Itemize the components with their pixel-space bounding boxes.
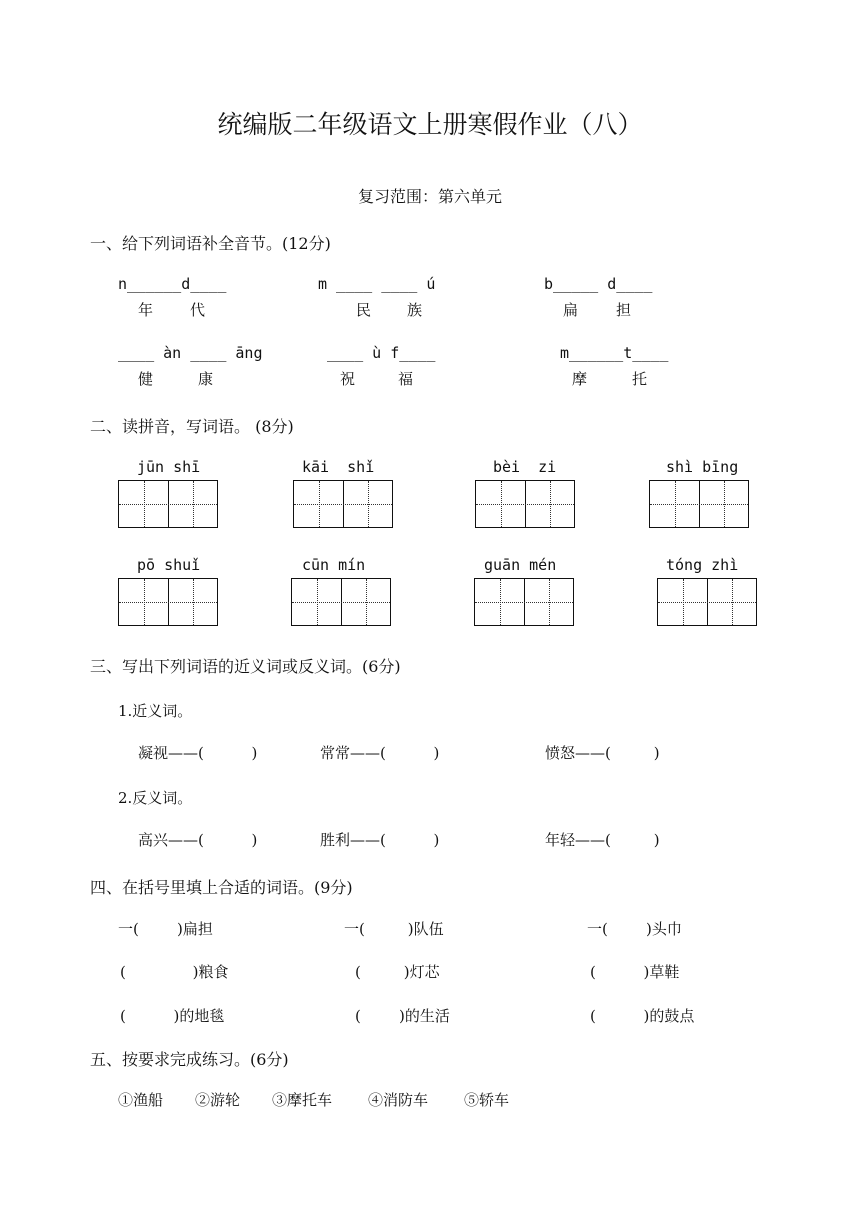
q1-pinyin-6: m______t____ (560, 344, 669, 362)
fill-item-3-2[interactable]: ( )的生活 (355, 1007, 450, 1025)
q1-hanzi-1a: 年 (138, 301, 154, 319)
q2-pinyin-4: shì bīng (666, 458, 739, 476)
q2-pinyin-3: bèi zi (493, 458, 557, 476)
q2-writing-grid-3[interactable] (475, 480, 575, 528)
antonym-item-2[interactable]: 胜利——( ) (320, 831, 440, 849)
q1-hanzi-5a: 祝 (340, 370, 356, 388)
vehicle-option-5: ⑤轿车 (464, 1091, 510, 1109)
q2-writing-grid-7[interactable] (474, 578, 574, 626)
fill-item-3-3[interactable]: ( )的鼓点 (590, 1007, 695, 1025)
synonym-item-3[interactable]: 愤怒——( ) (545, 744, 660, 762)
q1-pinyin-1: n______d____ (118, 275, 227, 293)
antonym-item-1[interactable]: 高兴——( ) (138, 831, 258, 849)
vehicle-option-4: ④消防车 (368, 1091, 429, 1109)
q1-hanzi-1b: 代 (190, 301, 206, 319)
synonym-item-1[interactable]: 凝视——( ) (138, 744, 258, 762)
antonym-item-3[interactable]: 年轻——( ) (545, 831, 660, 849)
vehicle-option-2: ②游轮 (195, 1091, 241, 1109)
fill-item-2-1[interactable]: ( )粮食 (120, 963, 229, 981)
q2-writing-grid-2[interactable] (293, 480, 393, 528)
q1-hanzi-3b: 担 (616, 301, 632, 319)
q1-hanzi-5b: 福 (398, 370, 414, 388)
q1-pinyin-5: ____ ù f____ (327, 344, 436, 362)
vehicle-option-3: ③摩托车 (272, 1091, 333, 1109)
review-scope: 复习范围：第六单元 (357, 187, 502, 206)
q1-pinyin-2: m ____ ____ ú (318, 275, 436, 293)
fill-item-1-1[interactable]: 一( )扁担 (118, 920, 213, 938)
q1-pinyin-3: b_____ d____ (544, 275, 653, 293)
vehicle-option-1: ①渔船 (118, 1091, 164, 1109)
q1-pinyin-4: ____ àn ____ āng (118, 344, 263, 362)
fill-item-2-2[interactable]: ( )灯芯 (355, 963, 440, 981)
q2-writing-grid-4[interactable] (649, 480, 749, 528)
section-3-heading: 三、写出下列词语的近义词或反义词。(6分) (90, 657, 401, 676)
q2-writing-grid-1[interactable] (118, 480, 218, 528)
q1-hanzi-6b: 托 (632, 370, 648, 388)
synonym-label: 1.近义词。 (118, 702, 193, 720)
q1-hanzi-4a: 健 (138, 370, 154, 388)
q2-writing-grid-8[interactable] (657, 578, 757, 626)
q1-hanzi-4b: 康 (198, 370, 214, 388)
q1-hanzi-6a: 摩 (572, 370, 588, 388)
q2-pinyin-1: jūn shī (137, 458, 201, 476)
fill-item-2-3[interactable]: ( )草鞋 (590, 963, 680, 981)
fill-item-3-1[interactable]: ( )的地毯 (120, 1007, 225, 1025)
fill-item-1-2[interactable]: 一( )队伍 (344, 920, 444, 938)
antonym-label: 2.反义词。 (118, 789, 193, 807)
section-4-heading: 四、在括号里填上合适的词语。(9分) (90, 878, 353, 897)
synonym-item-2[interactable]: 常常——( ) (320, 744, 440, 762)
q2-pinyin-2: kāi shǐ (302, 458, 375, 476)
fill-item-1-3[interactable]: 一( )头巾 (587, 920, 682, 938)
section-2-heading: 二、读拼音，写词语。 (8分) (90, 417, 294, 436)
q2-pinyin-5: pō shuǐ (137, 556, 201, 574)
section-5-heading: 五、按要求完成练习。(6分) (90, 1050, 289, 1069)
q1-hanzi-3a: 扁 (563, 301, 579, 319)
q2-writing-grid-6[interactable] (291, 578, 391, 626)
section-1-heading: 一、给下列词语补全音节。(12分) (90, 234, 331, 253)
q2-pinyin-7: guān mén (484, 556, 557, 574)
q2-writing-grid-5[interactable] (118, 578, 218, 626)
page-title: 统编版二年级语文上册寒假作业（八） (217, 110, 643, 139)
q2-pinyin-6: cūn mín (302, 556, 366, 574)
q2-pinyin-8: tóng zhì (666, 556, 739, 574)
q1-hanzi-2b: 族 (407, 301, 423, 319)
q1-hanzi-2a: 民 (356, 301, 372, 319)
